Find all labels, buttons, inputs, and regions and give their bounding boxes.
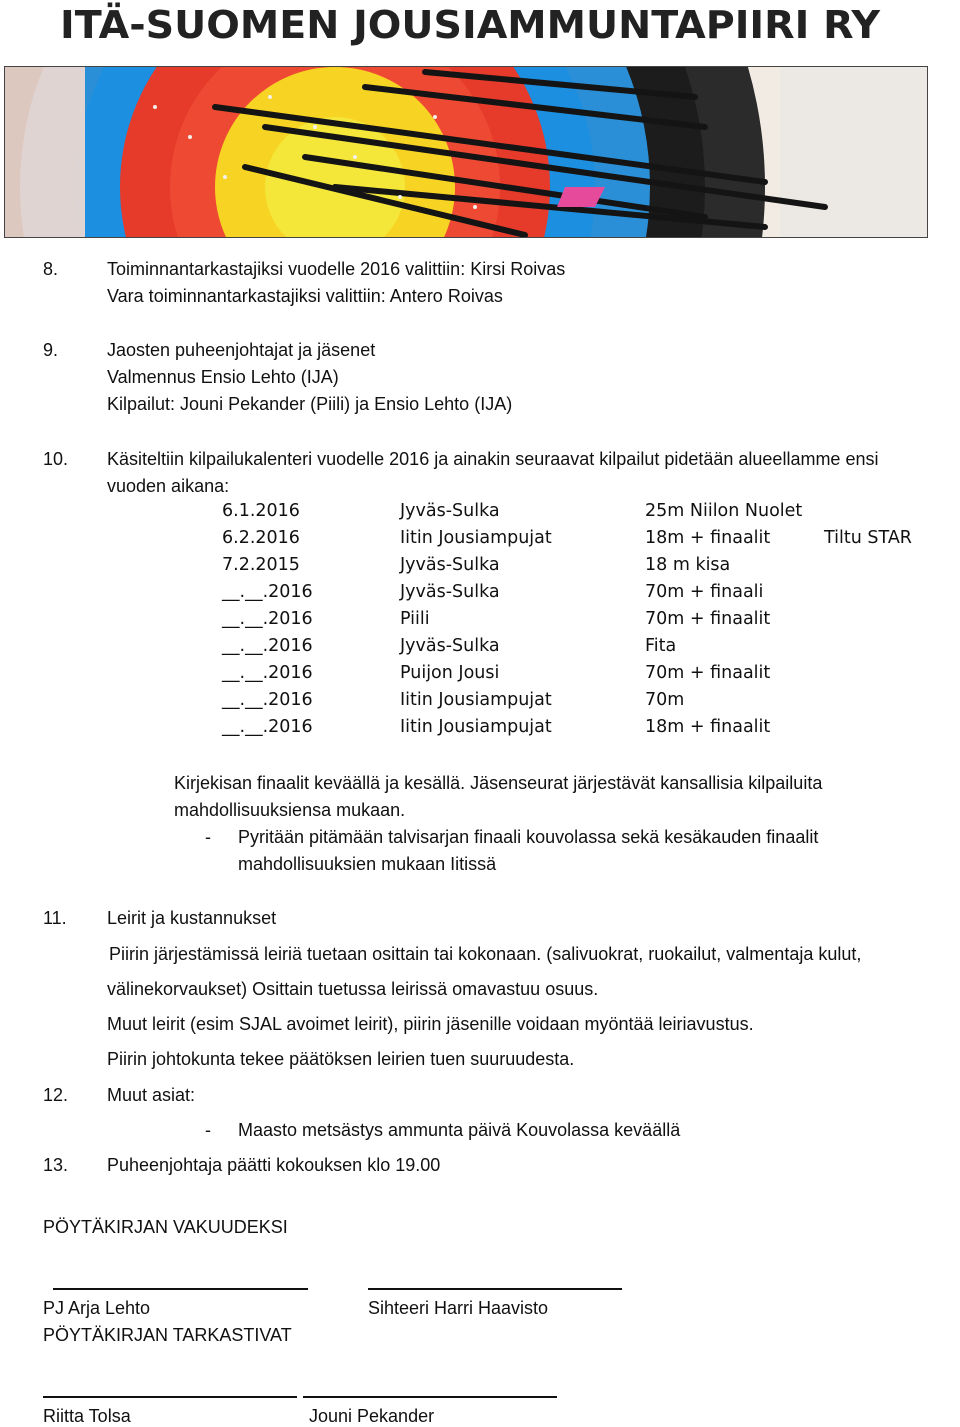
archery-target-banner <box>4 66 928 238</box>
calendar-date: 7.2.2015 <box>222 555 300 575</box>
signature-reviewer1: Riitta Tolsa <box>43 1406 131 1426</box>
camps-p2: välinekorvaukset) Osittain tuetussa leirissä omavastuu osuus. <box>107 979 599 999</box>
calendar-date: __.__.2016 <box>222 690 313 710</box>
calendar-date: __.__.2016 <box>222 609 313 629</box>
calendar-date: 6.2.2016 <box>222 528 300 548</box>
item-13-title: Puheenjohtaja päätti kokouksen klo 19.00 <box>107 1155 441 1175</box>
calendar-date: __.__.2016 <box>222 582 313 602</box>
item-8-line2: Vara toiminnantarkastajiksi valittiin: Antero Roivas <box>107 286 503 306</box>
camps-p4: Piirin johtokunta tekee päätöksen leirien tuen suuruudesta. <box>107 1049 575 1069</box>
calendar-club: Puijon Jousi <box>400 663 500 683</box>
finals-line1: Kirjekisan finaalit keväällä ja kesällä. Jäsenseurat järjestävät kansallisia kilpailuita <box>174 773 823 793</box>
camps-p1: Piirin järjestämissä leiriä tuetaan osittain tai kokonaan. (salivuokrat, ruokailut, valmentaja kulut, <box>109 944 862 964</box>
calendar-event: 25m Niilon Nuolet <box>645 501 803 521</box>
calendar-club: Piili <box>400 609 430 629</box>
finals-bullet-line2: mahdollisuuksien mukaan Iitissä <box>238 854 497 874</box>
item-10-line1: Käsiteltiin kilpailukalenteri vuodelle 2016 ja ainakin seuraavat kilpailut pidetään alueellamme ensi <box>107 449 879 469</box>
item-9-number: 9. <box>43 340 59 360</box>
calendar-club: Jyväs-Sulka <box>400 555 500 575</box>
item-9-line3: Kilpailut: Jouni Pekander (Piili) ja Ensio Lehto (IJA) <box>107 394 513 414</box>
signature-line-secretary <box>368 1288 622 1290</box>
item-10-line2: vuoden aikana: <box>107 476 230 496</box>
calendar-event: 70m + finaalit <box>645 609 771 629</box>
signatures-heading: PÖYTÄKIRJAN VAKUUDEKSI <box>43 1217 288 1237</box>
signature-line-chair <box>53 1288 308 1290</box>
calendar-club: Iitin Jousiampujat <box>400 717 552 737</box>
calendar-event: 18m + finaalit <box>645 528 771 548</box>
calendar-event: 18m + finaalit <box>645 717 771 737</box>
calendar-club: Iitin Jousiampujat <box>400 690 552 710</box>
signature-line-reviewer2 <box>303 1396 557 1398</box>
calendar-event: 18 m kisa <box>645 555 731 575</box>
calendar-club: Jyväs-Sulka <box>400 582 500 602</box>
calendar-club: Jyväs-Sulka <box>400 501 500 521</box>
other-text: Maasto metsästys ammunta päivä Kouvolassa keväällä <box>238 1120 681 1140</box>
item-10-number: 10. <box>43 449 69 469</box>
signature-chair: PJ Arja Lehto <box>43 1298 151 1318</box>
camps-p3: Muut leirit (esim SJAL avoimet leirit), piirin jäsenille voidaan myöntää leiriavustus. <box>107 1014 754 1034</box>
finals-bullet: - <box>205 827 211 847</box>
item-9-line2: Valmennus Ensio Lehto (IJA) <box>107 367 339 387</box>
item-9-line1: Jaosten puheenjohtajat ja jäsenet <box>107 340 376 360</box>
item-11-title: Leirit ja kustannukset <box>107 908 277 928</box>
signature-line-reviewer1 <box>43 1396 297 1398</box>
signature-secretary: Sihteeri Harri Haavisto <box>368 1298 549 1318</box>
logo-text: ITÄ-SUOMEN JOUSIAMMUNTAPIIRI RY <box>60 3 881 47</box>
signature-reviewer2: Jouni Pekander <box>309 1406 435 1426</box>
calendar-event: Fita <box>645 636 677 656</box>
calendar-club: Iitin Jousiampujat <box>400 528 552 548</box>
calendar-event: 70m + finaali <box>645 582 764 602</box>
calendar-date: __.__.2016 <box>222 636 313 656</box>
item-8-number: 8. <box>43 259 59 279</box>
item-13-number: 13. <box>43 1155 69 1175</box>
calendar-date: __.__.2016 <box>222 663 313 683</box>
other-bullet: - <box>205 1120 211 1140</box>
item-12-number: 12. <box>43 1085 69 1105</box>
calendar-club: Jyväs-Sulka <box>400 636 500 656</box>
item-11-number: 11. <box>43 908 67 928</box>
item-12-title: Muut asiat: <box>107 1085 196 1105</box>
club-logo <box>60 0 890 52</box>
calendar-event: 70m + finaalit <box>645 663 771 683</box>
reviewers-heading: PÖYTÄKIRJAN TARKASTIVAT <box>43 1325 292 1345</box>
calendar-date: 6.1.2016 <box>222 501 300 521</box>
finals-line2: mahdollisuuksiensa mukaan. <box>174 800 406 820</box>
item-8-line1: Toiminnantarkastajiksi vuodelle 2016 valittiin: Kirsi Roivas <box>107 259 566 279</box>
calendar-note: Tiltu STAR <box>824 528 912 548</box>
calendar-date: __.__.2016 <box>222 717 313 737</box>
finals-bullet-line1: Pyritään pitämään talvisarjan finaali kouvolassa sekä kesäkauden finaalit <box>238 827 819 847</box>
calendar-event: 70m <box>645 690 685 710</box>
